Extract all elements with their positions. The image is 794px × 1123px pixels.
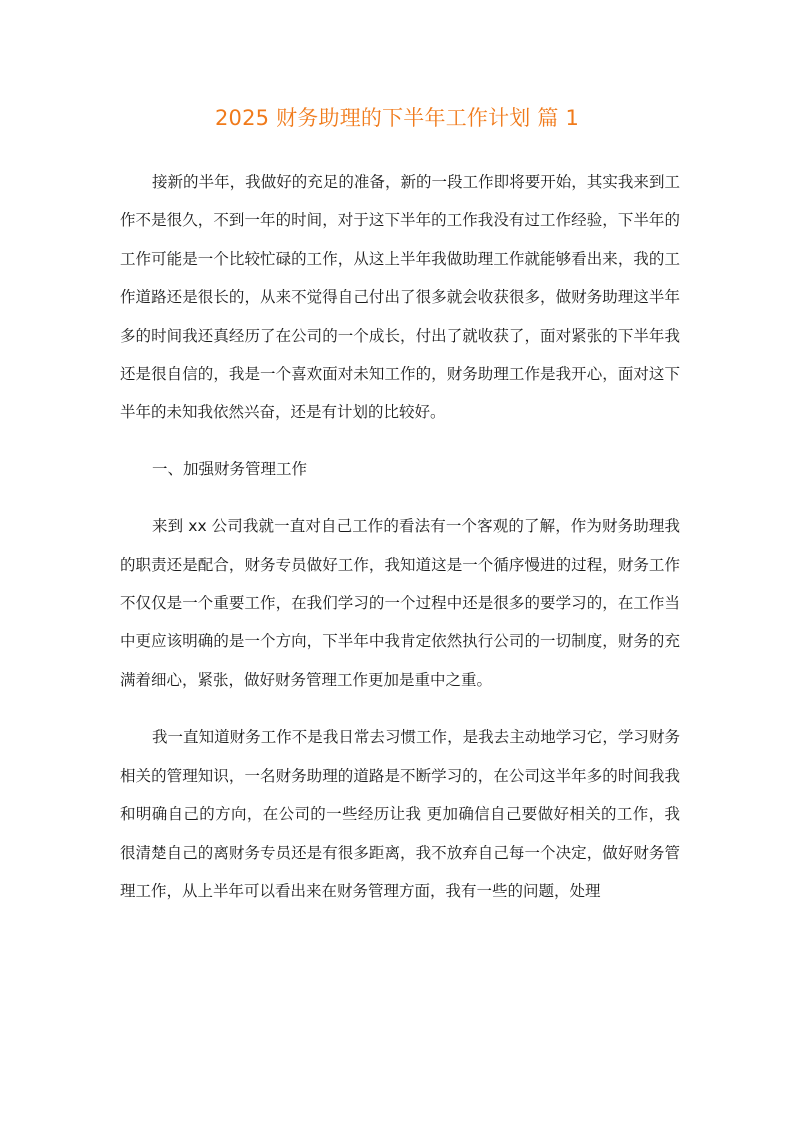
paragraph-intro: 接新的半年，我做好的充足的准备，新的一段工作即将要开始，其实我来到工作不是很久，不到一年的时间，对于这下半年的工作我没有过工作经验，下半年的工作可能是一个比较忙碌的工作，从这上半年我做助理工作就能够看出来，我的工作道路还是很长的，从来不觉得自己付出了很多就会收获很多，做财务助理这半年多的时间我还真经历了在公司的一个成长，付出了就收获了，面对紧张的下半年我还是很自信的，我是一个喜欢面对未知工作的，财务助理工作是我开心，面对这下半年的未知我依然兴奋，还是有计划的比较好。 <box>120 173 680 422</box>
document-body <box>120 163 680 910</box>
paragraph-financial-management: 来到 xx 公司我就一直对自己工作的看法有一个客观的了解，作为财务助理我的职责还是配合，财务专员做好工作，我知道这是一个循序慢进的过程，财务工作不仅仅是一个重要工作，在我们学习的一个过程中还是很多的要学习的，在工作当中更应该明确的是一个方向，下半年中我肯定依然执行公司的一切制度，财务的充满着细心，紧张，做好财务管理工作更加是重中之重。 <box>120 517 680 689</box>
paragraph-learning: 我一直知道财务工作不是我日常去习惯工作，是我去主动地学习它，学习财务相关的管理知识，一名财务助理的道路是不断学习的，在公司这半年多的时间我我和明确自己的方向，在公司的一些经历让我 更加确信自己要做好相关的工作，我很清楚自己的离财务专员还是有很多距离，我不放弃自己每一个决定，做好财务管理工作，从上半年可以看出来在财务管理方面，我有一些的问题，处理 <box>120 728 680 900</box>
section-heading: 一、加强财务管理工作 <box>152 459 308 478</box>
document-title: 2025 财务助理的下半年工作计划 篇 1 <box>214 106 580 130</box>
